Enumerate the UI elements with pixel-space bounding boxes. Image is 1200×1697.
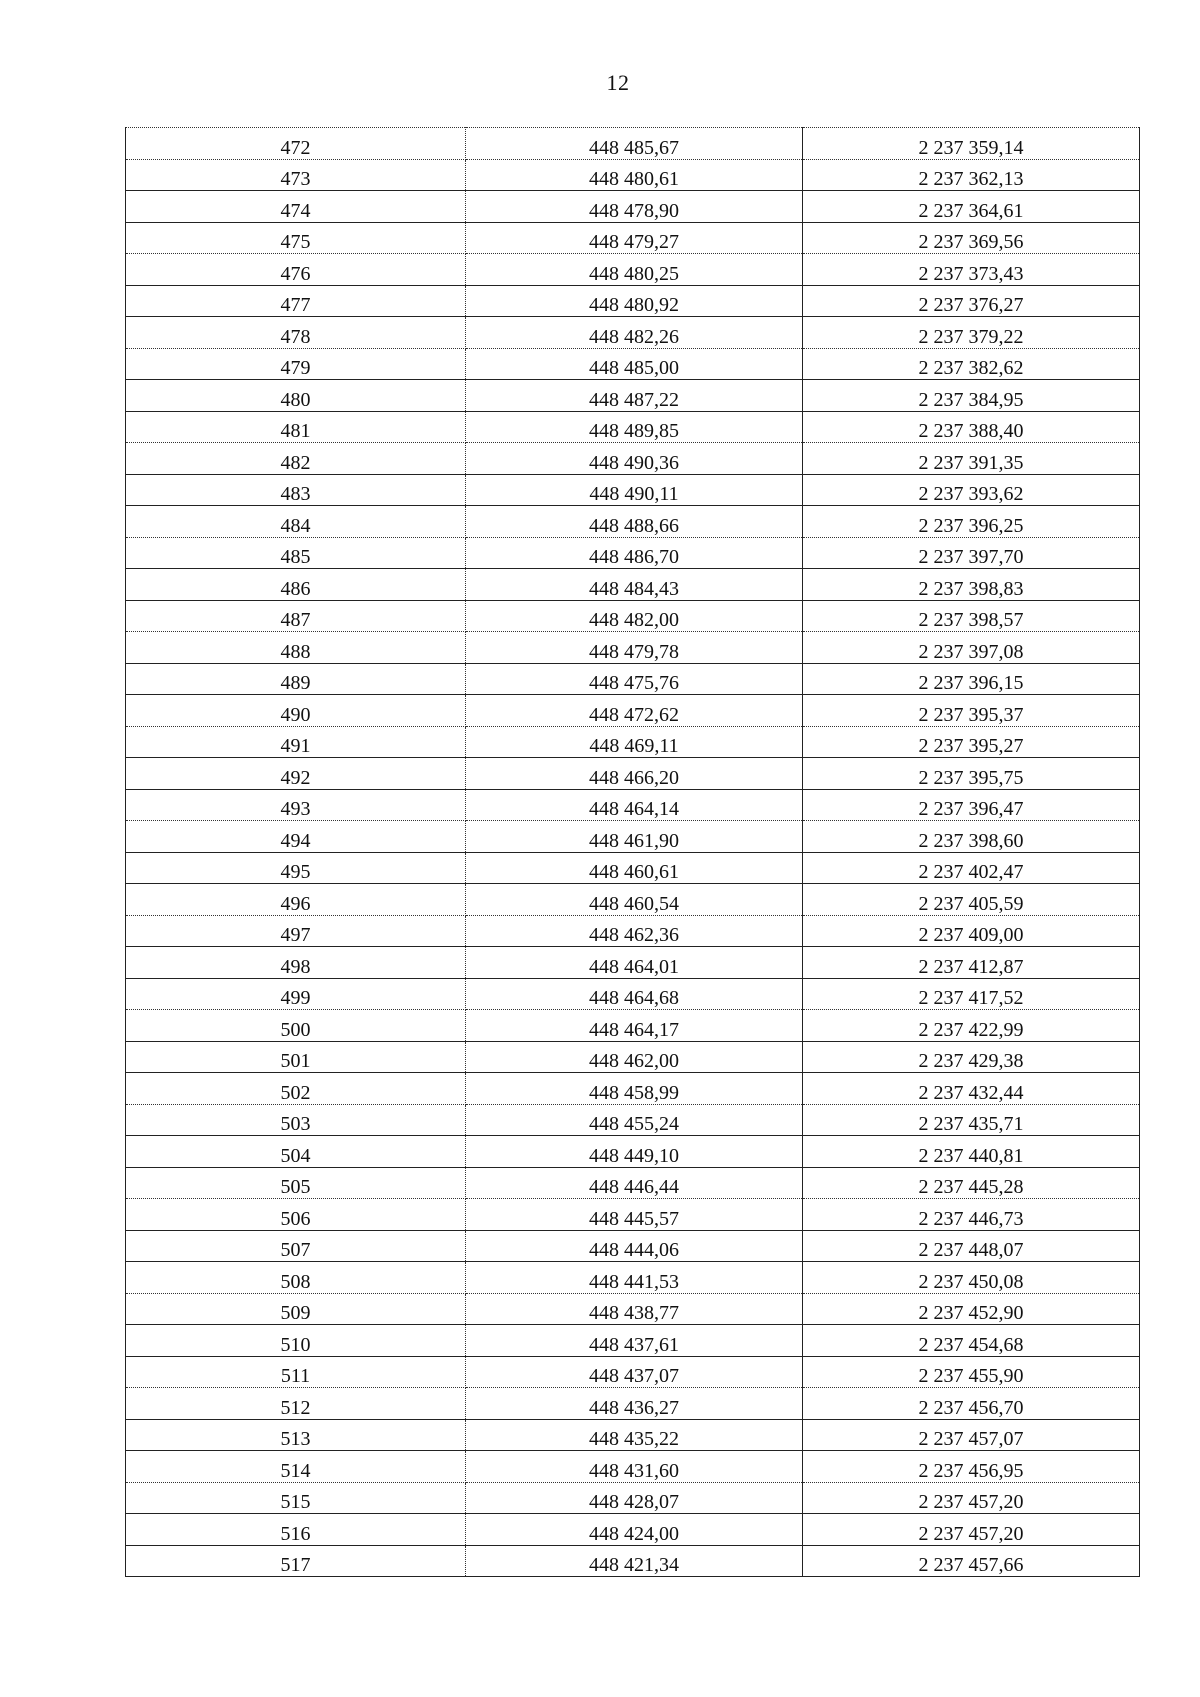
y-coordinate-cell: 2 237 382,62 — [803, 348, 1140, 380]
x-coordinate-cell: 448 484,43 — [466, 569, 803, 601]
table-row — [126, 443, 1140, 475]
y-coordinate-cell: 2 237 450,08 — [803, 1262, 1140, 1294]
point-number-cell: 477 — [126, 285, 466, 317]
y-coordinate-cell: 2 237 397,70 — [803, 537, 1140, 569]
y-coordinate-cell: 2 237 409,00 — [803, 915, 1140, 947]
x-coordinate-cell: 448 464,14 — [466, 789, 803, 821]
x-coordinate-cell: 448 438,77 — [466, 1293, 803, 1325]
y-coordinate-cell: 2 237 422,99 — [803, 1010, 1140, 1042]
table-row — [126, 159, 1140, 191]
y-coordinate-cell: 2 237 376,27 — [803, 285, 1140, 317]
table-row — [126, 1104, 1140, 1136]
y-coordinate-cell: 2 237 455,90 — [803, 1356, 1140, 1388]
table-row — [126, 663, 1140, 695]
y-coordinate-cell: 2 237 398,83 — [803, 569, 1140, 601]
x-coordinate-cell: 448 462,00 — [466, 1041, 803, 1073]
point-number-cell: 509 — [126, 1293, 466, 1325]
x-coordinate-cell: 448 466,20 — [466, 758, 803, 790]
table-row — [126, 600, 1140, 632]
y-coordinate-cell: 2 237 448,07 — [803, 1230, 1140, 1262]
x-coordinate-cell: 448 488,66 — [466, 506, 803, 538]
table-row — [126, 569, 1140, 601]
x-coordinate-cell: 448 486,70 — [466, 537, 803, 569]
table-row — [126, 506, 1140, 538]
y-coordinate-cell: 2 237 379,22 — [803, 317, 1140, 349]
x-coordinate-cell: 448 437,61 — [466, 1325, 803, 1357]
table-row — [126, 380, 1140, 412]
y-coordinate-cell: 2 237 397,08 — [803, 632, 1140, 664]
y-coordinate-cell: 2 237 373,43 — [803, 254, 1140, 286]
table-row — [126, 254, 1140, 286]
x-coordinate-cell: 448 490,11 — [466, 474, 803, 506]
table-row — [126, 978, 1140, 1010]
x-coordinate-cell: 448 461,90 — [466, 821, 803, 853]
table-row — [126, 695, 1140, 727]
x-coordinate-cell: 448 479,27 — [466, 222, 803, 254]
table-row — [126, 1419, 1140, 1451]
y-coordinate-cell: 2 237 395,27 — [803, 726, 1140, 758]
page-number: 12 — [606, 70, 630, 95]
point-number-cell: 493 — [126, 789, 466, 821]
point-number-cell: 490 — [126, 695, 466, 727]
point-number-cell: 487 — [126, 600, 466, 632]
table-row — [126, 1482, 1140, 1514]
table-row — [126, 947, 1140, 979]
y-coordinate-cell: 2 237 391,35 — [803, 443, 1140, 475]
point-number-cell: 486 — [126, 569, 466, 601]
table-row — [126, 348, 1140, 380]
point-number-cell: 481 — [126, 411, 466, 443]
y-coordinate-cell: 2 237 364,61 — [803, 191, 1140, 223]
y-coordinate-cell: 2 237 457,20 — [803, 1482, 1140, 1514]
point-number-cell: 476 — [126, 254, 466, 286]
x-coordinate-cell: 448 445,57 — [466, 1199, 803, 1231]
y-coordinate-cell: 2 237 412,87 — [803, 947, 1140, 979]
y-coordinate-cell: 2 237 405,59 — [803, 884, 1140, 916]
point-number-cell: 507 — [126, 1230, 466, 1262]
point-number-cell: 517 — [126, 1545, 466, 1577]
table-row — [126, 1199, 1140, 1231]
y-coordinate-cell: 2 237 384,95 — [803, 380, 1140, 412]
x-coordinate-cell: 448 460,54 — [466, 884, 803, 916]
point-number-cell: 478 — [126, 317, 466, 349]
point-number-cell: 495 — [126, 852, 466, 884]
x-coordinate-cell: 448 462,36 — [466, 915, 803, 947]
y-coordinate-cell: 2 237 396,15 — [803, 663, 1140, 695]
y-coordinate-cell: 2 237 362,13 — [803, 159, 1140, 191]
y-coordinate-cell: 2 237 446,73 — [803, 1199, 1140, 1231]
y-coordinate-cell: 2 237 456,70 — [803, 1388, 1140, 1420]
x-coordinate-cell: 448 464,17 — [466, 1010, 803, 1042]
table-row — [126, 474, 1140, 506]
table-row — [126, 1073, 1140, 1105]
y-coordinate-cell: 2 237 429,38 — [803, 1041, 1140, 1073]
x-coordinate-cell: 448 464,68 — [466, 978, 803, 1010]
point-number-cell: 482 — [126, 443, 466, 475]
x-coordinate-cell: 448 472,62 — [466, 695, 803, 727]
table-row — [126, 632, 1140, 664]
table-row — [126, 1356, 1140, 1388]
y-coordinate-cell: 2 237 398,60 — [803, 821, 1140, 853]
x-coordinate-cell: 448 437,07 — [466, 1356, 803, 1388]
table-row — [126, 191, 1140, 223]
point-number-cell: 489 — [126, 663, 466, 695]
point-number-cell: 494 — [126, 821, 466, 853]
point-number-cell: 513 — [126, 1419, 466, 1451]
table-row — [126, 317, 1140, 349]
point-number-cell: 492 — [126, 758, 466, 790]
table-row — [126, 821, 1140, 853]
x-coordinate-cell: 448 436,27 — [466, 1388, 803, 1420]
point-number-cell: 503 — [126, 1104, 466, 1136]
coordinates-table — [125, 127, 1140, 1577]
x-coordinate-cell: 448 485,00 — [466, 348, 803, 380]
table-row — [126, 411, 1140, 443]
y-coordinate-cell: 2 237 432,44 — [803, 1073, 1140, 1105]
x-coordinate-cell: 448 455,24 — [466, 1104, 803, 1136]
point-number-cell: 515 — [126, 1482, 466, 1514]
table-row — [126, 128, 1140, 160]
table-row — [126, 1451, 1140, 1483]
point-number-cell: 479 — [126, 348, 466, 380]
table-row — [126, 537, 1140, 569]
y-coordinate-cell: 2 237 396,25 — [803, 506, 1140, 538]
x-coordinate-cell: 448 482,00 — [466, 600, 803, 632]
x-coordinate-cell: 448 487,22 — [466, 380, 803, 412]
table-row — [126, 1230, 1140, 1262]
point-number-cell: 499 — [126, 978, 466, 1010]
x-coordinate-cell: 448 421,34 — [466, 1545, 803, 1577]
coordinates-table-body — [126, 128, 1140, 1577]
x-coordinate-cell: 448 489,85 — [466, 411, 803, 443]
point-number-cell: 501 — [126, 1041, 466, 1073]
y-coordinate-cell: 2 237 398,57 — [803, 600, 1140, 632]
x-coordinate-cell: 448 449,10 — [466, 1136, 803, 1168]
point-number-cell: 491 — [126, 726, 466, 758]
y-coordinate-cell: 2 237 396,47 — [803, 789, 1140, 821]
table-row — [126, 789, 1140, 821]
table-row — [126, 758, 1140, 790]
table-row — [126, 1388, 1140, 1420]
x-coordinate-cell: 448 444,06 — [466, 1230, 803, 1262]
table-row — [126, 1136, 1140, 1168]
y-coordinate-cell: 2 237 402,47 — [803, 852, 1140, 884]
point-number-cell: 472 — [126, 128, 466, 160]
point-number-cell: 512 — [126, 1388, 466, 1420]
y-coordinate-cell: 2 237 388,40 — [803, 411, 1140, 443]
table-row — [126, 1293, 1140, 1325]
x-coordinate-cell: 448 441,53 — [466, 1262, 803, 1294]
point-number-cell: 500 — [126, 1010, 466, 1042]
x-coordinate-cell: 448 478,90 — [466, 191, 803, 223]
point-number-cell: 475 — [126, 222, 466, 254]
point-number-cell: 514 — [126, 1451, 466, 1483]
y-coordinate-cell: 2 237 417,52 — [803, 978, 1140, 1010]
point-number-cell: 488 — [126, 632, 466, 664]
x-coordinate-cell: 448 435,22 — [466, 1419, 803, 1451]
point-number-cell: 508 — [126, 1262, 466, 1294]
y-coordinate-cell: 2 237 454,68 — [803, 1325, 1140, 1357]
table-row — [126, 222, 1140, 254]
x-coordinate-cell: 448 490,36 — [466, 443, 803, 475]
point-number-cell: 504 — [126, 1136, 466, 1168]
x-coordinate-cell: 448 460,61 — [466, 852, 803, 884]
point-number-cell: 497 — [126, 915, 466, 947]
table-row — [126, 915, 1140, 947]
y-coordinate-cell: 2 237 395,37 — [803, 695, 1140, 727]
y-coordinate-cell: 2 237 452,90 — [803, 1293, 1140, 1325]
point-number-cell: 502 — [126, 1073, 466, 1105]
table-row — [126, 1545, 1140, 1577]
table-row — [126, 726, 1140, 758]
table-row — [126, 1262, 1140, 1294]
point-number-cell: 484 — [126, 506, 466, 538]
point-number-cell: 480 — [126, 380, 466, 412]
y-coordinate-cell: 2 237 457,20 — [803, 1514, 1140, 1546]
x-coordinate-cell: 448 475,76 — [466, 663, 803, 695]
x-coordinate-cell: 448 479,78 — [466, 632, 803, 664]
y-coordinate-cell: 2 237 445,28 — [803, 1167, 1140, 1199]
y-coordinate-cell: 2 237 369,56 — [803, 222, 1140, 254]
point-number-cell: 498 — [126, 947, 466, 979]
y-coordinate-cell: 2 237 456,95 — [803, 1451, 1140, 1483]
x-coordinate-cell: 448 480,92 — [466, 285, 803, 317]
table-row — [126, 285, 1140, 317]
x-coordinate-cell: 448 480,25 — [466, 254, 803, 286]
point-number-cell: 473 — [126, 159, 466, 191]
point-number-cell: 485 — [126, 537, 466, 569]
y-coordinate-cell: 2 237 359,14 — [803, 128, 1140, 160]
x-coordinate-cell: 448 480,61 — [466, 159, 803, 191]
table-row — [126, 884, 1140, 916]
table-row — [126, 852, 1140, 884]
point-number-cell: 474 — [126, 191, 466, 223]
x-coordinate-cell: 448 458,99 — [466, 1073, 803, 1105]
y-coordinate-cell: 2 237 435,71 — [803, 1104, 1140, 1136]
point-number-cell: 506 — [126, 1199, 466, 1231]
point-number-cell: 496 — [126, 884, 466, 916]
x-coordinate-cell: 448 446,44 — [466, 1167, 803, 1199]
table-row — [126, 1167, 1140, 1199]
y-coordinate-cell: 2 237 395,75 — [803, 758, 1140, 790]
x-coordinate-cell: 448 431,60 — [466, 1451, 803, 1483]
point-number-cell: 516 — [126, 1514, 466, 1546]
x-coordinate-cell: 448 485,67 — [466, 128, 803, 160]
point-number-cell: 511 — [126, 1356, 466, 1388]
point-number-cell: 505 — [126, 1167, 466, 1199]
x-coordinate-cell: 448 424,00 — [466, 1514, 803, 1546]
table-row — [126, 1010, 1140, 1042]
y-coordinate-cell: 2 237 393,62 — [803, 474, 1140, 506]
y-coordinate-cell: 2 237 457,66 — [918, 1554, 1024, 1576]
table-row — [126, 1514, 1140, 1546]
x-coordinate-cell: 448 428,07 — [466, 1482, 803, 1514]
y-coordinate-cell: 2 237 440,81 — [803, 1136, 1140, 1168]
y-coordinate-cell: 2 237 457,07 — [803, 1419, 1140, 1451]
table-row — [126, 1041, 1140, 1073]
point-number-cell: 483 — [126, 474, 466, 506]
x-coordinate-cell: 448 482,26 — [466, 317, 803, 349]
table-row — [126, 1325, 1140, 1357]
x-coordinate-cell: 448 464,01 — [466, 947, 803, 979]
x-coordinate-cell: 448 469,11 — [466, 726, 803, 758]
point-number-cell: 510 — [126, 1325, 466, 1357]
